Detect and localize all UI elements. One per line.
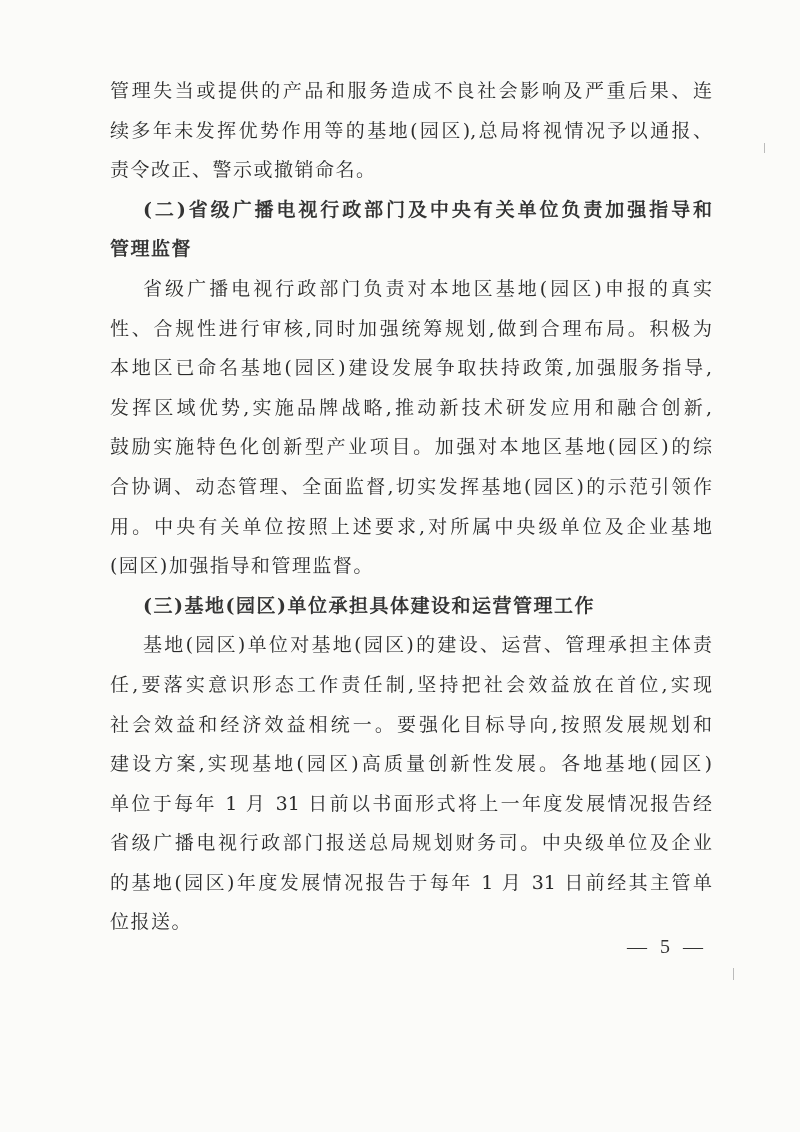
paragraph-line: 基地(园区)单位对基地(园区)的建设、运营、管理承担主体责: [143, 634, 712, 657]
paragraph-line: 任,要落实意识形态工作责任制,坚持把社会效益放在首位,实现: [110, 673, 712, 696]
paragraph-line: 性、合规性进行审核,同时加强统筹规划,做到合理布局。积极为: [110, 317, 712, 340]
paragraph-line: 省级广播电视行政部门负责对本地区基地(园区)申报的真实: [143, 277, 712, 300]
paragraph-line: 续多年未发挥优势作用等的基地(园区),总局将视情况予以通报、: [110, 119, 712, 142]
paragraph-line: 社会效益和经济效益相统一。要强化目标导向,按照发展规划和: [110, 713, 712, 736]
document-body: [110, 72, 712, 943]
paragraph-line: 合协调、动态管理、全面监督,切实发挥基地(园区)的示范引领作: [110, 475, 712, 498]
paragraph-line: 发挥区域优势,实施品牌战略,推动新技术研发应用和融合创新,: [110, 396, 712, 419]
page-number: — 5 —: [627, 936, 707, 958]
paragraph-line: 省级广播电视行政部门报送总局规划财务司。中央级单位及企业: [110, 832, 712, 855]
paragraph-line: 鼓励实施特色化创新型产业项目。加强对本地区基地(园区)的综: [110, 436, 712, 459]
paragraph-line: 用。中央有关单位按照上述要求,对所属中央级单位及企业基地: [110, 515, 712, 538]
paragraph-line: 位报送。: [110, 911, 193, 934]
paragraph-line: 单位于每年 1 月 31 日前以书面形式将上一年度发展情况报告经: [110, 792, 712, 815]
scan-mark: [733, 968, 734, 980]
paragraph-line: 本地区已命名基地(园区)建设发展争取扶持政策,加强服务指导,: [110, 357, 712, 380]
paragraph-line: (园区)加强指导和管理监督。: [110, 555, 374, 578]
paragraph-line: 建设方案,实现基地(园区)高质量创新性发展。各地基地(园区): [110, 753, 712, 776]
section-heading-2: (二)省级广播电视行政部门及中央有关单位负责加强指导和: [143, 198, 712, 221]
scan-mark: [764, 143, 765, 153]
paragraph-line: 责令改正、警示或撤销命名。: [110, 159, 377, 182]
paragraph-line: 管理失当或提供的产品和服务造成不良社会影响及严重后果、连: [110, 80, 712, 102]
section-heading-3: (三)基地(园区)单位承担具体建设和运营管理工作: [143, 594, 595, 617]
section-heading-2-cont: 管理监督: [110, 238, 193, 261]
paragraph-line: 的基地(园区)年度发展情况报告于每年 1 月 31 日前经其主管单: [110, 871, 712, 894]
